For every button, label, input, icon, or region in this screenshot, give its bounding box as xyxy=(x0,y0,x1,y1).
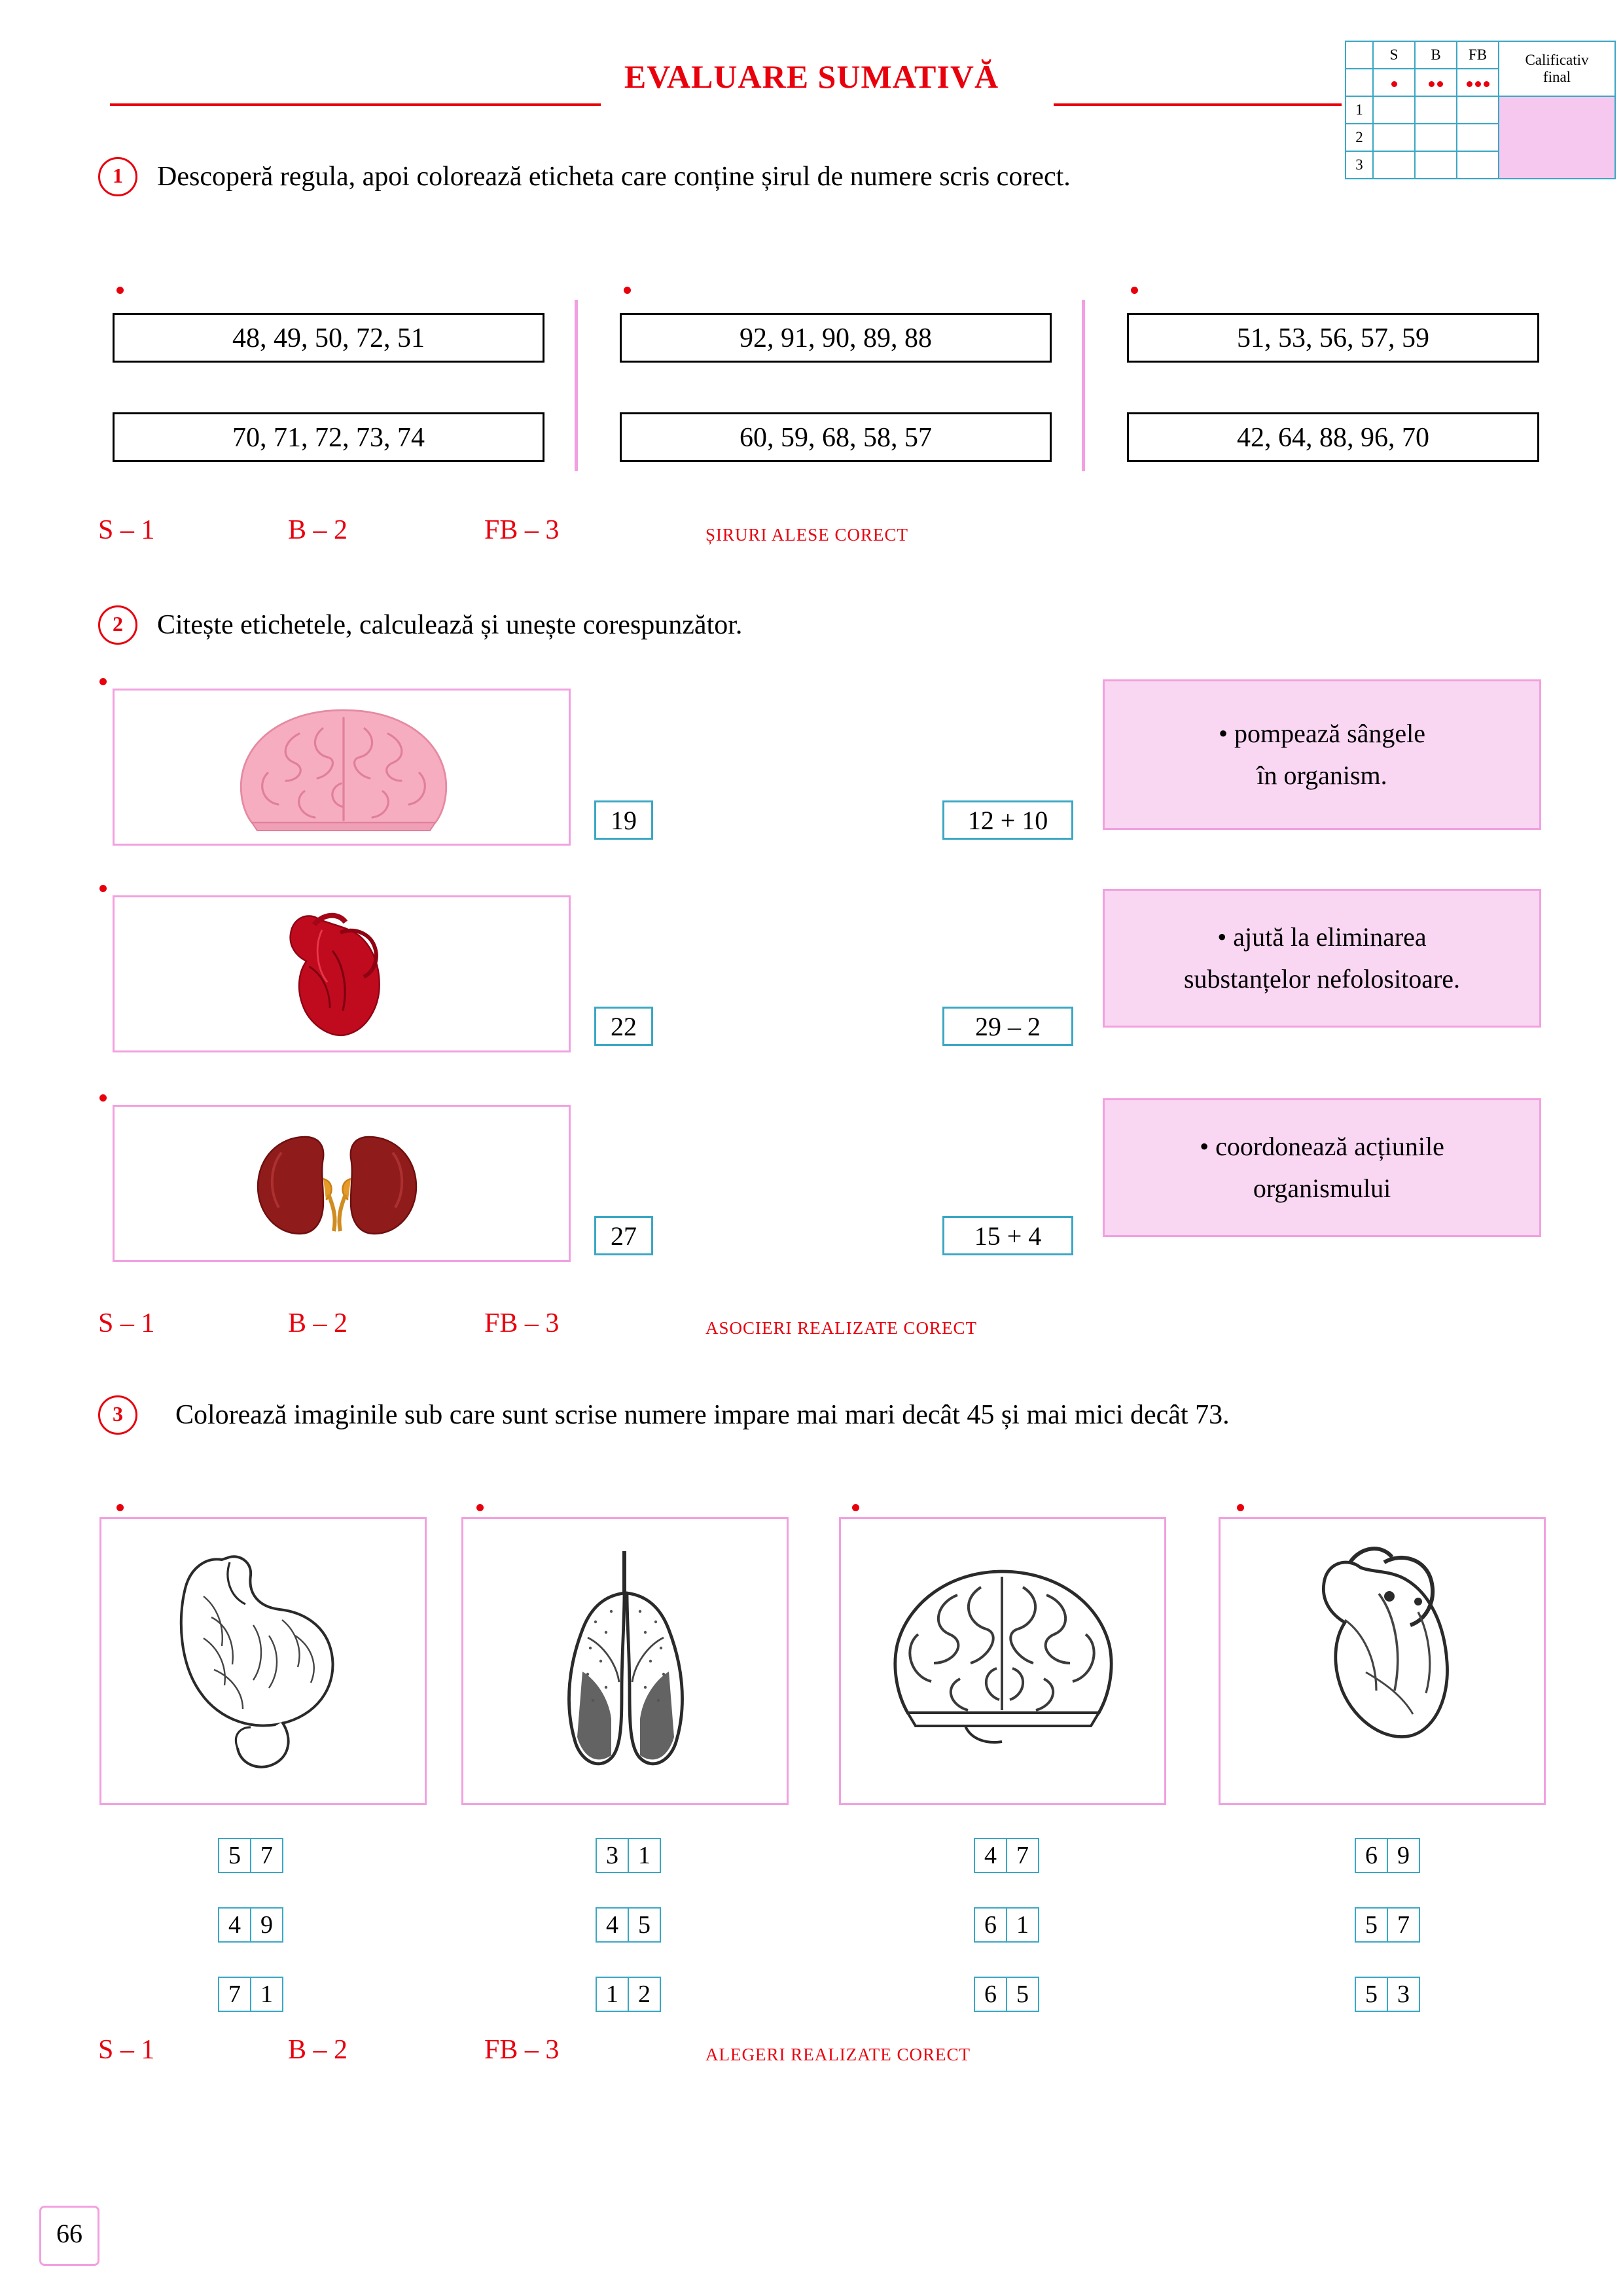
stomach-illustration xyxy=(128,1539,402,1787)
legend-note-ex3: ALEGERI REALIZATE CORECT xyxy=(705,2045,971,2064)
exercise-3-number: 3 xyxy=(98,1395,137,1435)
number-sequence-box[interactable]: 48, 49, 50, 72, 51 xyxy=(113,313,544,363)
heart-bw-illustration xyxy=(1293,1539,1482,1787)
digit: 4 xyxy=(984,1842,997,1869)
final-grade-label xyxy=(1499,41,1615,96)
score-table-row xyxy=(1346,96,1615,124)
operation-box-row2[interactable]: 29 – 2 xyxy=(942,1007,1073,1046)
organ-image-box-kidneys[interactable] xyxy=(113,1105,571,1262)
score-row-label-1: 1 xyxy=(1346,96,1373,124)
page-title: EVALUARE SUMATIVĂ xyxy=(624,58,999,95)
bullet-dot-icon xyxy=(1237,1504,1244,1511)
result-box-row3[interactable]: 27 xyxy=(594,1216,653,1255)
description-box-row1[interactable] xyxy=(1103,679,1541,830)
dot-icon xyxy=(1467,81,1472,87)
legend-note-ex2: ASOCIERI REALIZATE CORECT xyxy=(705,1318,977,1338)
brain-bw-illustration xyxy=(866,1558,1141,1761)
dot-icon xyxy=(1437,81,1443,87)
digit: 1 xyxy=(628,1839,660,1872)
score-cell-3-fb[interactable] xyxy=(1457,151,1499,179)
number-pair-c1-r2[interactable] xyxy=(218,1907,283,1943)
column-separator xyxy=(1082,300,1085,471)
legend-b-ex2: B – 2 xyxy=(288,1308,348,1338)
title-rule-right xyxy=(1054,103,1342,106)
digit: 7 xyxy=(1006,1839,1038,1872)
number-pair-c3-r1[interactable] xyxy=(974,1838,1039,1873)
exercise-2-number: 2 xyxy=(98,605,137,645)
number-sequence-box[interactable]: 92, 91, 90, 89, 88 xyxy=(620,313,1052,363)
bullet-dot-icon xyxy=(116,287,124,294)
score-col-b: B xyxy=(1415,41,1457,69)
result-box-row2[interactable]: 22 xyxy=(594,1007,653,1046)
score-cell-1-b[interactable] xyxy=(1415,96,1457,124)
operation-box-row1[interactable]: 12 + 10 xyxy=(942,800,1073,840)
number-pair-c4-r2[interactable] xyxy=(1355,1907,1420,1943)
digit: 6 xyxy=(984,1981,997,2008)
result-box-row1[interactable]: 19 xyxy=(594,800,653,840)
organ-image-box-heart[interactable] xyxy=(113,895,571,1052)
legend-fb-ex1: FB – 3 xyxy=(484,515,560,545)
score-row-label-2: 2 xyxy=(1346,124,1373,151)
dot-icon xyxy=(1484,81,1489,87)
number-pair-c4-r3[interactable] xyxy=(1355,1977,1420,2012)
description-line1-row1: • pompează sângele xyxy=(1218,719,1426,748)
digit: 2 xyxy=(628,1978,660,2011)
bullet-dot-icon xyxy=(852,1504,859,1511)
score-dots-corner xyxy=(1346,69,1373,96)
digit: 5 xyxy=(1365,1911,1378,1939)
heart-illustration xyxy=(262,906,412,1047)
digit: 6 xyxy=(1365,1842,1378,1869)
score-cell-3-s[interactable] xyxy=(1373,151,1415,179)
description-box-row3[interactable] xyxy=(1103,1098,1541,1237)
final-grade-label-line2: final xyxy=(1543,69,1571,85)
legend-note-ex1: ȘIRURI ALESE CORECT xyxy=(705,525,909,545)
number-sequence-box[interactable]: 42, 64, 88, 96, 70 xyxy=(1127,412,1539,462)
exercise-1-number: 1 xyxy=(98,157,137,196)
legend-fb-ex2: FB – 3 xyxy=(484,1308,560,1338)
digit: 1 xyxy=(1006,1909,1038,1941)
digit: 9 xyxy=(250,1909,282,1941)
digit: 1 xyxy=(250,1978,282,2011)
bullet-dot-icon xyxy=(99,885,107,892)
digit: 7 xyxy=(250,1839,282,1872)
score-table-header-row xyxy=(1346,41,1615,69)
digit: 1 xyxy=(606,1981,618,2008)
score-row-label-3: 3 xyxy=(1346,151,1373,179)
brain-illustration xyxy=(173,702,514,840)
operation-box-row3[interactable]: 15 + 4 xyxy=(942,1216,1073,1255)
number-pair-c4-r1[interactable] xyxy=(1355,1838,1420,1873)
score-cell-1-fb[interactable] xyxy=(1457,96,1499,124)
dot-icon xyxy=(1475,81,1481,87)
score-table xyxy=(1345,41,1616,179)
score-cell-2-s[interactable] xyxy=(1373,124,1415,151)
score-dots-s xyxy=(1373,69,1415,96)
digit: 6 xyxy=(984,1911,997,1939)
digit: 7 xyxy=(228,1981,241,2008)
legend-b-ex1: B – 2 xyxy=(288,515,348,545)
exercise-1-instruction: Descoperă regula, apoi colorează eticheta care conține șirul de numere scris corect. xyxy=(157,162,1071,192)
score-cell-2-b[interactable] xyxy=(1415,124,1457,151)
number-pair-c3-r3[interactable] xyxy=(974,1977,1039,2012)
digit: 3 xyxy=(606,1842,618,1869)
digit: 4 xyxy=(606,1911,618,1939)
organ-image-box-heart-bw[interactable] xyxy=(1219,1517,1546,1805)
bullet-dot-icon xyxy=(116,1504,124,1511)
dot-icon xyxy=(1429,81,1435,87)
bullet-dot-icon xyxy=(99,1094,107,1102)
legend-s-ex2: S – 1 xyxy=(98,1308,155,1338)
number-pair-c1-r1[interactable] xyxy=(218,1838,283,1873)
score-dots-fb xyxy=(1457,69,1499,96)
exercise-2-instruction: Citește etichetele, calculează și unește corespunzător. xyxy=(157,610,743,640)
digit: 5 xyxy=(1365,1981,1378,2008)
digit: 9 xyxy=(1387,1839,1419,1872)
score-corner-cell xyxy=(1346,41,1373,69)
page-number: 66 xyxy=(39,2206,99,2266)
number-pair-c1-r3[interactable] xyxy=(218,1977,283,2012)
legend-fb-ex3: FB – 3 xyxy=(484,2035,560,2065)
description-box-row2[interactable] xyxy=(1103,889,1541,1028)
final-grade-input[interactable] xyxy=(1499,96,1615,179)
description-line2-row1: în organism. xyxy=(1257,761,1387,790)
number-sequence-box[interactable]: 70, 71, 72, 73, 74 xyxy=(113,412,544,462)
legend-s-ex1: S – 1 xyxy=(98,515,155,545)
digit: 5 xyxy=(228,1842,241,1869)
bullet-dot-icon xyxy=(99,678,107,685)
organ-image-box-stomach[interactable] xyxy=(99,1517,427,1805)
description-line2-row2: substanțelor nefolositoare. xyxy=(1183,964,1461,994)
exercise-3-instruction: Colorează imaginile sub care sunt scrise numere impare mai mari decât 45 și mai mici decât 73. xyxy=(175,1400,1230,1430)
title-rule-left xyxy=(110,103,601,106)
kidneys-illustration xyxy=(229,1126,445,1244)
organ-image-box-lungs[interactable] xyxy=(461,1517,789,1805)
legend-s-ex3: S – 1 xyxy=(98,2035,155,2065)
score-dots-b xyxy=(1415,69,1457,96)
score-col-s: S xyxy=(1373,41,1415,69)
column-separator xyxy=(575,300,578,471)
number-sequence-box[interactable]: 60, 59, 68, 58, 57 xyxy=(620,412,1052,462)
description-line2-row3: organismului xyxy=(1253,1174,1391,1203)
description-line1-row2: • ajută la eliminarea xyxy=(1217,922,1427,952)
number-sequence-box[interactable]: 51, 53, 56, 57, 59 xyxy=(1127,313,1539,363)
number-pair-c2-r2[interactable] xyxy=(596,1907,661,1943)
organ-image-box-brain[interactable] xyxy=(113,689,571,846)
score-cell-1-s[interactable] xyxy=(1373,96,1415,124)
number-pair-c2-r3[interactable] xyxy=(596,1977,661,2012)
score-cell-3-b[interactable] xyxy=(1415,151,1457,179)
digit: 7 xyxy=(1387,1909,1419,1941)
digit: 5 xyxy=(1006,1978,1038,2011)
score-cell-2-fb[interactable] xyxy=(1457,124,1499,151)
score-col-fb: FB xyxy=(1457,41,1499,69)
bullet-dot-icon xyxy=(1131,287,1138,294)
final-grade-label-line1: Calificativ xyxy=(1525,51,1589,68)
number-pair-c3-r2[interactable] xyxy=(974,1907,1039,1943)
legend-b-ex3: B – 2 xyxy=(288,2035,348,2065)
bullet-dot-icon xyxy=(476,1504,484,1511)
organ-image-box-brain-bw[interactable] xyxy=(839,1517,1166,1805)
digit: 5 xyxy=(628,1909,660,1941)
digit: 3 xyxy=(1387,1978,1419,2011)
description-line1-row3: • coordonează acțiunile xyxy=(1200,1132,1444,1161)
lungs-illustration xyxy=(509,1535,745,1791)
dot-icon xyxy=(1391,81,1397,87)
number-pair-c2-r1[interactable] xyxy=(596,1838,661,1873)
digit: 4 xyxy=(228,1911,241,1939)
bullet-dot-icon xyxy=(624,287,631,294)
